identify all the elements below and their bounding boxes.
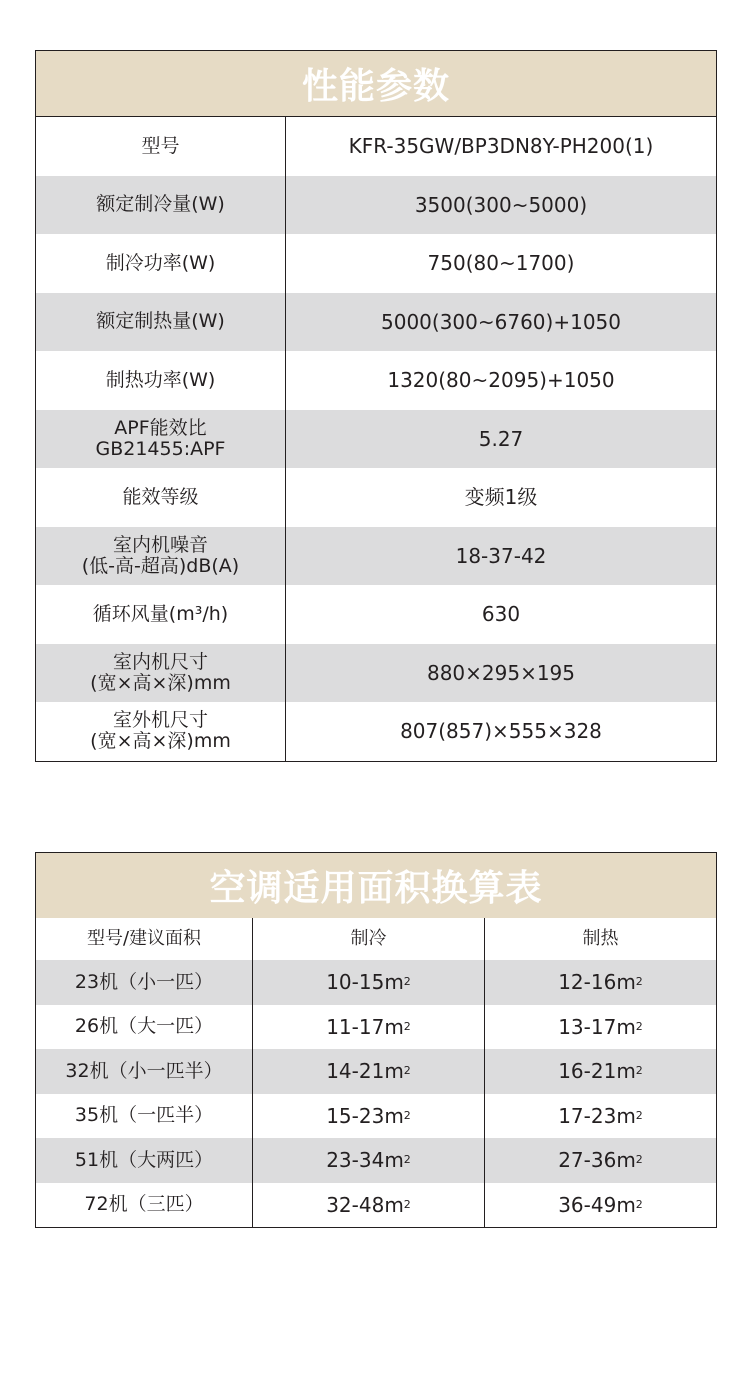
param-label: 额定制冷量(W) — [36, 176, 286, 235]
param-label-line1: 室内机尺寸 — [112, 650, 208, 673]
cool-area-cell: 23-34 m 2 — [253, 1138, 485, 1183]
param-value: 18-37-42 — [455, 543, 547, 568]
param-value: 1320(80~2095)+1050 — [387, 368, 615, 393]
table-row — [36, 1138, 716, 1183]
area-table-title: 空调适用面积换算表 — [36, 853, 716, 918]
table-row — [36, 351, 716, 410]
heat-area-cell: 16-21 m 2 — [558, 1059, 643, 1084]
table-row — [36, 1094, 716, 1139]
param-label: 额定制热量(W) — [36, 293, 286, 352]
cool-area-cell: 32-48 m 2 — [253, 1183, 485, 1228]
param-label-line1: 室外机尺寸 — [112, 709, 208, 732]
performance-table — [35, 50, 717, 762]
param-label — [36, 702, 286, 761]
param-label — [36, 644, 286, 703]
param-value: 750(80~1700) — [427, 251, 575, 276]
param-value: 变频1级 — [464, 485, 538, 510]
column-header: 制热 — [582, 928, 619, 950]
heat-area-cell: 13-17 m 2 — [558, 1014, 643, 1039]
param-label-line2: (宽×高×深)mm — [90, 671, 231, 694]
param-label — [36, 527, 286, 586]
param-label-line1: APF能效比 — [114, 416, 207, 439]
param-label: 能效等级 — [36, 468, 286, 527]
table-row — [36, 702, 716, 761]
cool-area-cell: 11-17 m 2 — [253, 1005, 485, 1050]
table-row — [36, 527, 716, 586]
area-table — [35, 852, 717, 1228]
model-cell: 35机（一匹半） — [36, 1094, 253, 1139]
cool-area-cell: 10-15 m 2 — [253, 960, 485, 1005]
param-value: 5.27 — [478, 426, 524, 451]
model-cell: 23机（小一匹） — [36, 960, 253, 1005]
param-value: 3500(300~5000) — [414, 192, 588, 217]
table-row — [36, 1049, 716, 1094]
param-label — [36, 410, 286, 469]
param-value: 5000(300~6760)+1050 — [381, 309, 621, 334]
table-row — [36, 410, 716, 469]
performance-title: 性能参数 — [36, 51, 716, 117]
heat-area-cell: 27-36 m 2 — [558, 1148, 643, 1173]
table-header-row — [36, 918, 716, 960]
heat-area-cell: 36-49 m 2 — [558, 1192, 643, 1217]
param-value: 880×295×195 — [426, 660, 576, 685]
param-label-line2: GB21455:APF — [95, 437, 226, 460]
table-row — [36, 644, 716, 703]
heat-area-cell: 12-16 m 2 — [558, 970, 643, 995]
table-row — [36, 176, 716, 235]
column-header: 制冷 — [253, 918, 485, 960]
param-label-line2: (宽×高×深)mm — [90, 730, 231, 753]
param-label: 循环风量(m³/h) — [36, 585, 286, 644]
param-value: 630 — [481, 602, 521, 627]
heat-area-cell: 17-23 m 2 — [558, 1103, 643, 1128]
param-label-line2: (低-高-超高)dB(A) — [81, 554, 240, 577]
param-label: 型号 — [36, 117, 286, 176]
table-row — [36, 234, 716, 293]
model-cell: 72机（三匹） — [36, 1183, 253, 1228]
model-cell: 51机（大两匹） — [36, 1138, 253, 1183]
cool-area-cell: 15-23 m 2 — [253, 1094, 485, 1139]
param-label: 制热功率(W) — [36, 351, 286, 410]
column-header: 型号/建议面积 — [36, 918, 253, 960]
table-row — [36, 1183, 716, 1228]
table-row — [36, 1005, 716, 1050]
table-row — [36, 468, 716, 527]
param-label-line1: 室内机噪音 — [112, 533, 208, 556]
table-row — [36, 117, 716, 176]
param-label: 制冷功率(W) — [36, 234, 286, 293]
model-cell: 26机（大一匹） — [36, 1005, 253, 1050]
cool-area-cell: 14-21 m 2 — [253, 1049, 485, 1094]
param-value: KFR-35GW/BP3DN8Y-PH200(1) — [348, 134, 654, 159]
model-cell: 32机（小一匹半） — [36, 1049, 253, 1094]
param-value: 807(857)×555×328 — [400, 719, 602, 744]
table-row — [36, 960, 716, 1005]
table-row — [36, 293, 716, 352]
table-row — [36, 585, 716, 644]
